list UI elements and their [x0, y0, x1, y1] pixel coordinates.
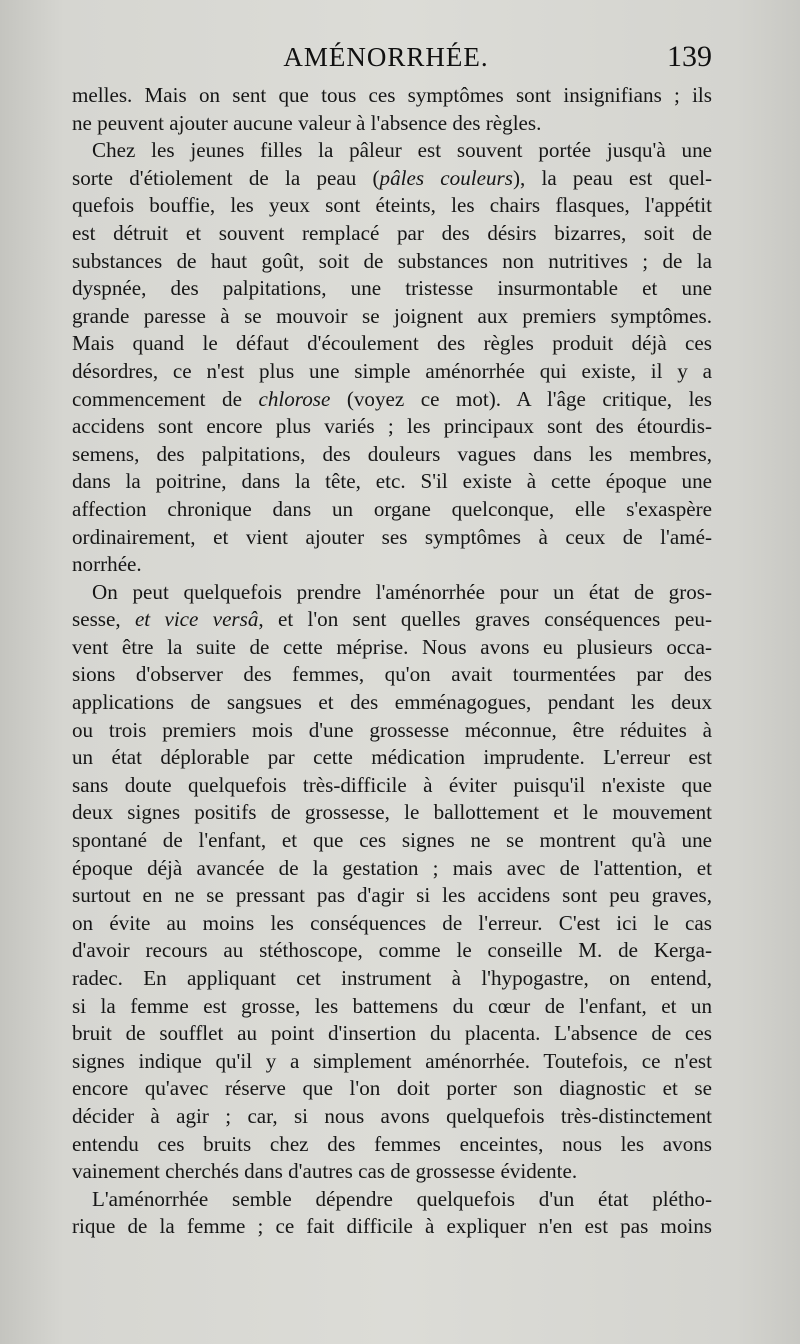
text-line: ou trois premiers mois d'une grossesse méconnue, être réduites à [72, 717, 712, 742]
text-line: melles. Mais on sent que tous ces symptômes sont insignifians ; ils [72, 83, 712, 107]
text-line: quefois bouffie, les yeux sont éteints, les chairs flasques, l'appétit [72, 193, 712, 218]
text-line: surtout en ne se pressant pas d'agir si les accidens sont peu graves, [72, 883, 712, 908]
text-line: vent être la suite de cette méprise. Nous avons eu plusieurs occa- [72, 634, 712, 659]
italic-text: pâles couleurs [379, 165, 513, 190]
text-line: d'avoir recours au stéthoscope, comme le conseille M. de Kerga- [72, 938, 712, 963]
italic-text: et vice versâ [134, 607, 259, 632]
text-line: ne peuvent ajouter aucune valeur à l'absence des règles. [72, 110, 542, 135]
text-line: bruit de soufflet au point d'insertion du placenta. L'absence de ces [72, 1021, 712, 1046]
text-line: applications de sangsues et des emménagogues, pendant les deux [72, 690, 712, 715]
running-title: AMÉNORRHÉE. [283, 42, 489, 72]
text-line: on évite au moins les conséquences de l'erreur. C'est ici le cas [72, 910, 712, 935]
text-line: est détruit et souvent remplacé par des désirs bizarres, soit de [72, 220, 712, 245]
text-line: substances de haut goût, soit de substances non nutritives ; de la [72, 248, 712, 273]
paragraph-3 [72, 579, 712, 1186]
text-line: époque déjà avancée de la gestation ; mais avec de l'attention, et [72, 855, 712, 880]
text-line: signes indique qu'il y a simplement aménorrhée. Toutefois, ce n'est [72, 1048, 712, 1073]
text-line: commencement de chlorose (voyez ce mot). A l'âge critique, les [72, 386, 712, 411]
text-line: L'aménorrhée semble dépendre quelquefois d'un état plétho- [92, 1186, 712, 1211]
text-line: sans doute quelquefois très-difficile à éviter puisqu'il n'existe que [72, 772, 712, 797]
text-line: Chez les jeunes filles la pâleur est souvent portée jusqu'à une [92, 138, 712, 163]
text-line: deux signes positifs de grossesse, le ballottement et le mouvement [72, 800, 712, 825]
text-line: On peut quelquefois prendre l'aménorrhée pour un état de gros- [92, 579, 712, 604]
text-line: un état déplorable par cette médication imprudente. L'erreur est [72, 745, 712, 770]
text-line: grande paresse à se mouvoir se joignent aux premiers symptômes. [72, 303, 712, 328]
paragraph-2 [72, 137, 712, 579]
text-line: dans la poitrine, dans la tête, etc. S'il existe à cette époque une [72, 469, 712, 494]
text-line: dyspnée, des palpitations, une tristesse insurmontable et une [72, 276, 712, 301]
text-line: affection chronique dans un organe quelconque, elle s'exaspère [72, 496, 712, 521]
text-line: Mais quand le défaut d'écoulement des règles produit déjà ces [72, 331, 712, 356]
text-line: si la femme est grosse, les battemens du cœur de l'enfant, et un [72, 993, 712, 1018]
text-line: sesse, et vice versâ, et l'on sent quelles graves conséquences peu- [72, 607, 712, 632]
text-line: désordres, ce n'est plus une simple aménorrhée qui existe, il y a [72, 358, 712, 383]
text-line: norrhée. [72, 552, 142, 577]
text-line: accidens sont encore plus variés ; les principaux sont des étourdis- [72, 414, 712, 439]
text-line: ordinairement, et vient ajouter ses symptômes à ceux de l'amé- [72, 524, 712, 549]
paragraph-1 [72, 82, 712, 137]
text-line: sions d'observer des femmes, qu'on avait tourmentées par des [72, 662, 712, 687]
paragraph-4 [72, 1186, 712, 1241]
text-line: entendu ces bruits chez des femmes enceintes, nous les avons [72, 1131, 712, 1156]
page-number: 139 [667, 40, 712, 73]
text-line: rique de la femme ; ce fait difficile à expliquer n'en est pas moins [72, 1214, 712, 1239]
text-line: vainement cherchés dans d'autres cas de grossesse évidente. [72, 1159, 578, 1184]
text-line: encore qu'avec réserve que l'on doit porter son diagnostic et se [72, 1076, 712, 1101]
text-line: radec. En appliquant cet instrument à l'hypogastre, on entend, [72, 966, 712, 990]
text-line: spontané de l'enfant, et que ces signes ne se montrent qu'à une [72, 828, 712, 853]
text-line: sorte d'étiolement de la peau (pâles couleurs), la peau est quel- [72, 165, 712, 190]
text-line: semens, des palpitations, des douleurs vagues dans les membres, [72, 441, 712, 466]
body-text [72, 82, 712, 1241]
page-header [60, 38, 712, 82]
text-line: décider à agir ; car, si nous avons quelquefois très-distinctement [72, 1103, 712, 1128]
italic-text: chlorose [258, 386, 331, 411]
